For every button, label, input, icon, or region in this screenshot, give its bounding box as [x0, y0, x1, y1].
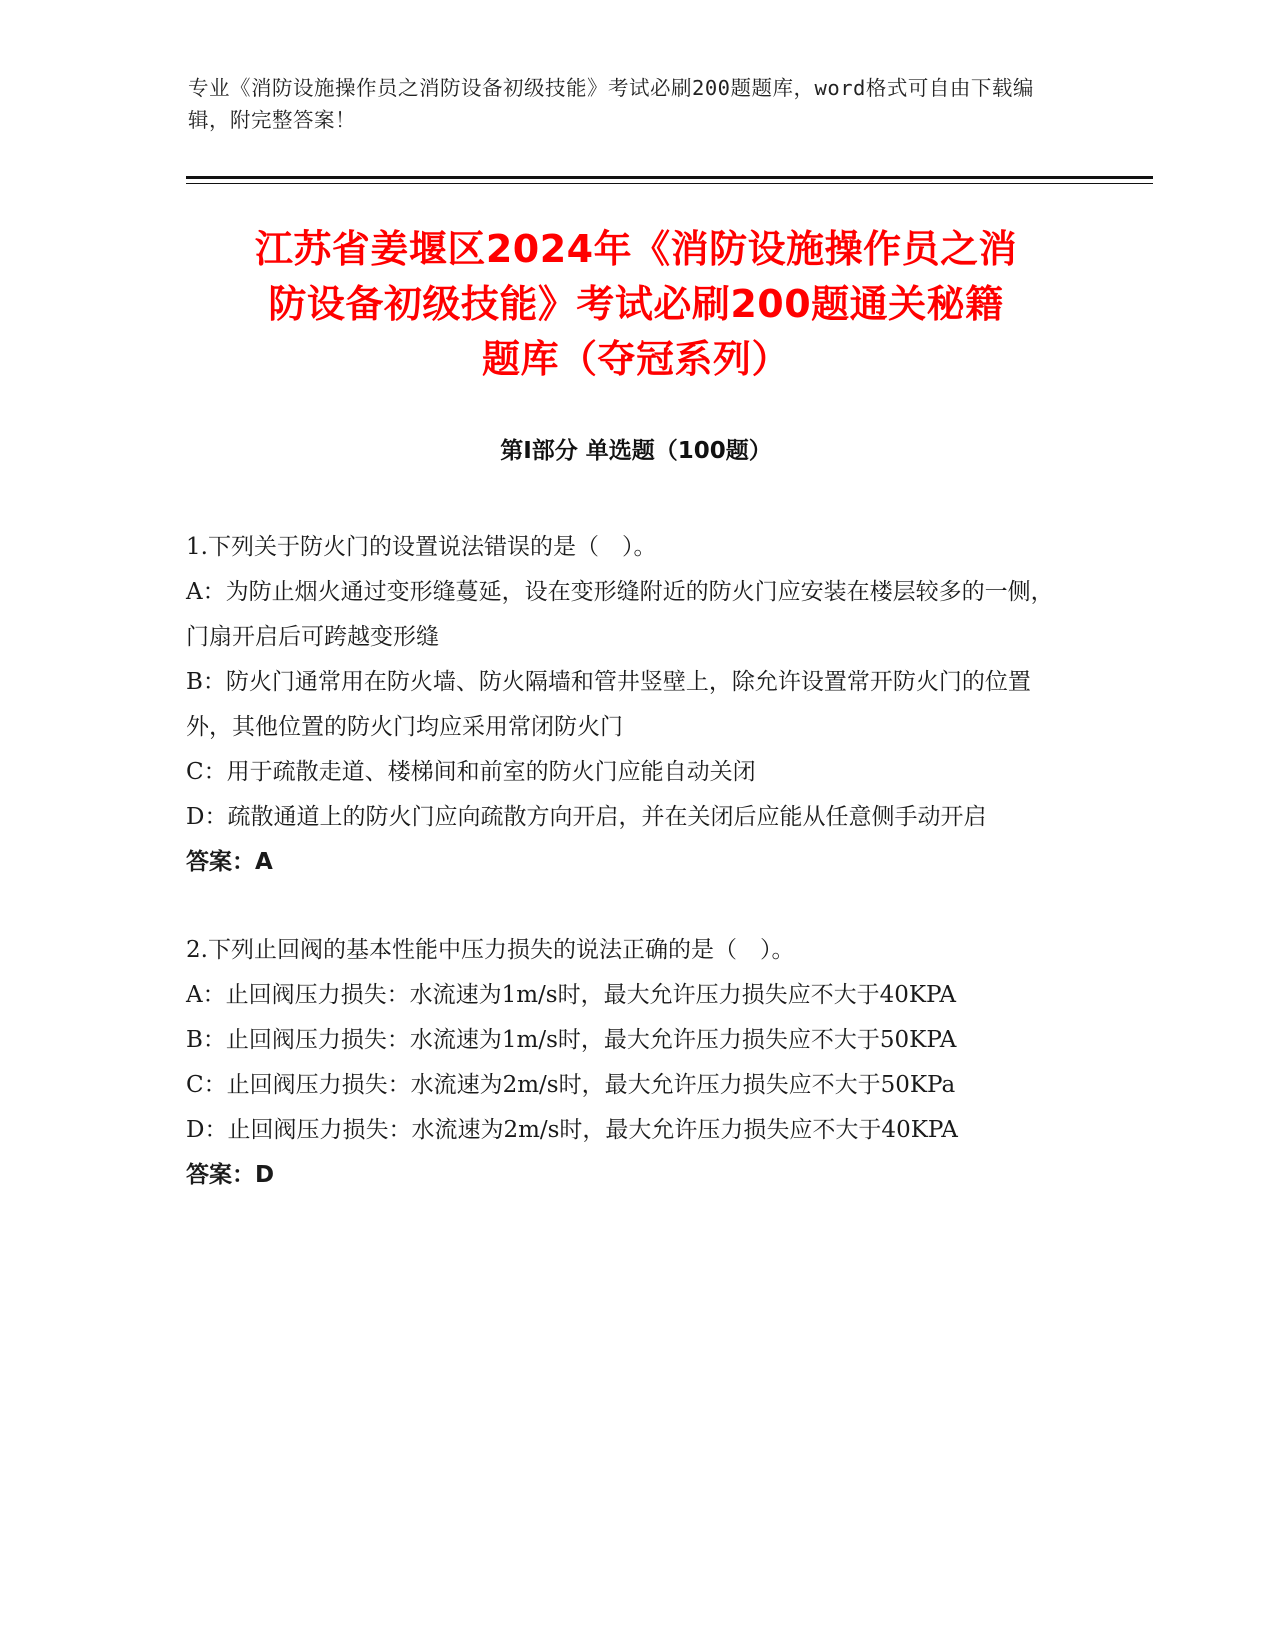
question-stem: 2.下列止回阀的基本性能中压力损失的说法正确的是（ ）。 [186, 937, 795, 963]
option-b: B：止回阀压力损失：水流速为1m/s时，最大允许压力损失应不大于50KPA [186, 1027, 957, 1053]
header-divider-thick [186, 176, 1153, 179]
option-a: A：为防止烟火通过变形缝蔓延，设在变形缝附近的防火门应安装在楼层较多的一侧，门扇开启后可跨越变形缝 [186, 579, 1054, 650]
title-line-1: 江苏省姜堰区2024年《消防设施操作员之消 [254, 227, 1018, 271]
title-line-2: 防设备初级技能》考试必刷200题通关秘籍 [268, 282, 1004, 326]
intro-text: 专业《消防设施操作员之消防设备初级技能》考试必刷200题题库，word格式可自由下载编辑，附完整答案！ [188, 76, 1034, 132]
answer: 答案：A [186, 849, 273, 875]
section-heading: 第I部分 单选题（100题） [500, 438, 772, 464]
question-1 [186, 525, 1076, 885]
question-stem: 1.下列关于防火门的设置说法错误的是（ ）。 [186, 534, 657, 560]
question-list [186, 525, 1076, 1241]
answer: 答案：D [186, 1162, 275, 1188]
option-c: C：用于疏散走道、楼梯间和前室的防火门应能自动关闭 [186, 759, 756, 785]
question-2 [186, 928, 1076, 1198]
option-c: C：止回阀压力损失：水流速为2m/s时，最大允许压力损失应不大于50KPa [186, 1072, 956, 1098]
option-d: D：疏散通道上的防火门应向疏散方向开启，并在关闭后应能从任意侧手动开启 [186, 804, 987, 830]
option-d: D：止回阀压力损失：水流速为2m/s时，最大允许压力损失应不大于40KPA [186, 1117, 958, 1143]
header-divider-thin [186, 183, 1153, 184]
document-title [186, 222, 1086, 387]
option-b: B：防火门通常用在防火墙、防火隔墙和管井竖壁上，除允许设置常开防火门的位置外，其他位置的防火门均应采用常闭防火门 [186, 669, 1031, 740]
title-line-3: 题库（夺冠系列） [481, 337, 790, 381]
option-a: A：止回阀压力损失：水流速为1m/s时，最大允许压力损失应不大于40KPA [186, 982, 957, 1008]
